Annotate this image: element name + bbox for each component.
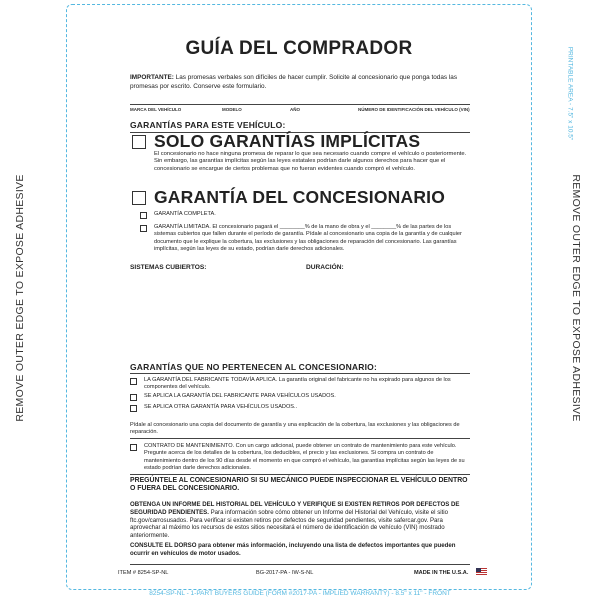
non-dealer-warranties-heading: GARANTÍAS QUE NO PERTENECEN AL CONCESIONARIO: (130, 362, 378, 372)
back-side-text: CONSULTE EL DORSO para obtener más información, incluyendo una lista de defectos importantes que pueden ocurrir en vehículos de motor usados. (130, 542, 456, 557)
section-divider (130, 373, 470, 374)
manufacturer-used-warranty-checkbox[interactable] (130, 394, 137, 401)
dealer-warranty-checkbox[interactable] (132, 191, 146, 205)
important-text: Las promesas verbales son difíciles de hacer cumplir. Solicite al concesionario que ponga todas las promesas por escrito. Conserve este formulario. (130, 74, 458, 90)
vehicle-info-line (130, 104, 470, 105)
history-report-heading: OBTENGA UN INFORME DEL HISTORIAL DEL VEHÍCULO Y VERIFIQUE SI EXISTEN RETIROS POR DEFECTOS DE SEGURIDAD PENDIENTES. (130, 501, 460, 516)
form-title: GUÍA DEL COMPRADOR (185, 38, 413, 59)
make-field-label: MARCA DEL VEHÍCULO (130, 107, 182, 112)
service-contract-checkbox[interactable] (130, 444, 137, 451)
limited-warranty-checkbox[interactable] (140, 225, 147, 232)
made-in-usa-label: MADE IN THE U.S.A. (414, 570, 469, 576)
section-divider (130, 474, 470, 475)
implied-warranty-checkbox[interactable] (132, 135, 146, 149)
us-flag-icon (476, 568, 487, 575)
warranty-document-note: Pídale al concesionario una copia del documento de garantía y una explicación de la cobertura, las exclusiones y las obligaciones de reparación. (130, 422, 460, 436)
history-report-notice (130, 501, 470, 540)
dealer-warranty-heading: GARANTÍA DEL CONCESIONARIO (154, 187, 446, 207)
systems-covered-label: SISTEMAS CUBIERTOS: (130, 264, 207, 271)
footer-divider (130, 564, 470, 565)
other-used-warranty-checkbox[interactable] (130, 405, 137, 412)
vin-field-label: NÚMERO DE IDENTIFICACIÓN DEL VEHÍCULO (VIN) (358, 107, 470, 112)
adhesive-instruction-right: REMOVE OUTER EDGE TO EXPOSE ADHESIVE (570, 174, 582, 422)
implied-warranty-heading: SOLO GARANTÍAS IMPLÍCITAS (154, 131, 421, 151)
manufacturer-warranty-checkbox[interactable] (130, 378, 137, 385)
inspection-notice: PREGÚNTELE AL CONCESIONARIO SI SU MECÁNICO PUEDE INSPECCIONAR EL VEHÍCULO DENTRO O FUERA DEL CONCESIONARIO. (130, 477, 468, 493)
limited-warranty-text: GARANTÍA LIMITADA. El concesionario pagará el ________% de la mano de obra y el ________% de las partes de los sistemas cubiertos que fallen durante el período de garantía. Pídale al concesionario una copia de la garantía y de cualquier documento que le explique la cobertura, las exclusiones y las obligaciones de reparación del concesionario. Las garantías implícitas, según las leyes de su estado, podrían darle derechos adicionales. (154, 224, 462, 252)
manufacturer-used-warranty-text: SE APLICA LA GARANTÍA DEL FABRICANTE PARA VEHÍCULOS USADOS. (144, 393, 336, 399)
section-divider (130, 438, 470, 439)
duration-label: DURACIÓN: (306, 264, 344, 271)
printable-area-label: PRINTABLE AREA - 7.5" x 10.5" (566, 46, 574, 141)
buyers-guide-form (118, 18, 480, 585)
important-notice (130, 74, 470, 91)
other-used-warranty-text: SE APLICA OTRA GARANTÍA PARA VEHÍCULOS USADOS.. (144, 404, 298, 410)
back-side-notice (130, 542, 470, 558)
full-warranty-label: GARANTÍA COMPLETA. (154, 211, 216, 217)
implied-warranty-text: El concesionario no hace ninguna promesa de reparar lo que sea necesario cuando compre el vehículo o posteriormente. Sin embargo, las garantías implícitas según las leyes estatales podrían darle algunos derechos para hacer que el concesionario se encargue de ciertos problemas que no fueran evidentes cuando compró el vehículo. (154, 151, 467, 172)
manufacturer-warranty-text: LA GARANTÍA DEL FABRICANTE TODAVÍA APLICA. La garantía original del fabricante no ha expirado para algunos de los componentes del vehículo. (144, 377, 451, 391)
adhesive-instruction-left: REMOVE OUTER EDGE TO EXPOSE ADHESIVE (14, 174, 26, 422)
year-field-label: AÑO (290, 107, 300, 112)
model-field-label: MODELO (222, 107, 242, 112)
form-number: BG-2017-PA - IW-S-NL (256, 570, 314, 576)
important-label: IMPORTANTE: (130, 74, 174, 81)
form-description: 8254-SP-NL - 1-PART BUYERS GUIDE (FORM #2017-PA - IMPLIED WARRANTY) - 8.5" x 11" - FRONT (149, 590, 451, 597)
warranties-heading: GARANTÍAS PARA ESTE VEHÍCULO: (130, 120, 286, 130)
service-contract-text: CONTRATO DE MANTENIMIENTO. Con un cargo adicional, puede obtener un contrato de mantenimiento para este vehículo. Pregunte acerca de los detalles de la cobertura, los deducibles, el precio y las exclusiones. Si compra un contrato de mantenimiento dentro de los 90 días desde el momento en que compró el vehículo, las garantías implícitas según las leyes de su estado podrían darle derechos adicionales. (144, 443, 465, 471)
full-warranty-checkbox[interactable] (140, 212, 147, 219)
item-number: ITEM # 8254-SP-NL (118, 570, 169, 576)
history-report-text: Para información sobre cómo obtener un Informe del Historial del Vehículo, visite el sitio ftc.gov/carrosusados. Para verificar si existen retiros por defectos de seguridad pendientes, visite safercar.gov. Para aprovechar al máximo los recursos de estos sitios necesitará el número de identificación de vehículo (VIN) mostrado anteriormente. (130, 508, 449, 540)
